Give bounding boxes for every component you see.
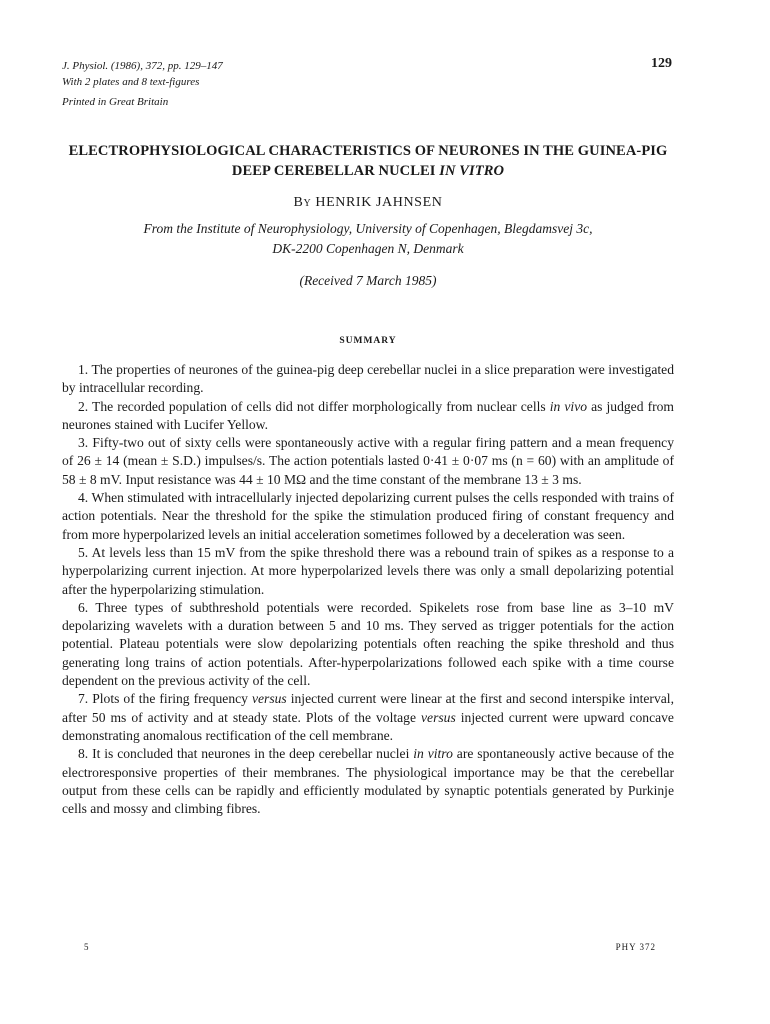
summary-emphasis: in vitro bbox=[413, 746, 453, 762]
journal-citation: J. Physiol. (1986), 372, pp. 129–147 bbox=[62, 60, 223, 72]
signature-mark: 5 bbox=[84, 942, 89, 952]
summary-text: 8. It is concluded that neurones in the deep cerebellar nuclei bbox=[78, 746, 410, 762]
summary-heading: SUMMARY bbox=[339, 336, 397, 346]
affiliation-line-1: From the Institute of Neurophysiology, University of Copenhagen, Blegdamsvej 3c, bbox=[143, 221, 593, 236]
summary-paragraph: 5. At levels less than 15 mV from the spike threshold there was a rebound train of spikes as a response to a hyperpolarizing current injection. At more hyperpolarized levels there was only a small depolarizing potential after the hyperpolarizing stimulation. bbox=[62, 544, 674, 597]
summary-text: 2. The recorded population of cells did not differ morphologically from nuclear cells bbox=[78, 398, 546, 414]
summary-text: are spontaneously active because of the electroresponsive properties of their membranes. The physiological importance may be that the cerebellar output from these cells can be rapidly and efficiently modulated by synaptic potentials generated by Purkinje cells and mossy and climbing fibres. bbox=[62, 746, 674, 817]
summary-paragraph bbox=[62, 690, 674, 745]
summary-paragraph: 1. The properties of neurones of the guinea-pig deep cerebellar nuclei in a slice preparation were investigated by intracellular recording. bbox=[62, 362, 674, 396]
journal-code: PHY 372 bbox=[615, 942, 656, 952]
author-name: HENRIK JAHNSEN bbox=[315, 195, 443, 210]
author-prefix: By bbox=[293, 195, 312, 210]
summary-paragraph: 3. Fifty-two out of sixty cells were spontaneously active with a regular firing pattern and a mean frequency of 26 ± 14 (mean ± S.D.) impulses/s. The action potentials lasted 0·41 ± 0·07 ms (n = 60) with an amplitude of 58 ± 8 mV. Input resistance was 44 ± 10 MΩ and the time constant of the membrane 13 ± 3 ms. bbox=[62, 435, 674, 487]
summary-text: injected current were upward concave demonstrating anomalous rectification of the cell membrane. bbox=[62, 709, 674, 743]
summary-emphasis: in vivo bbox=[549, 398, 588, 414]
summary-paragraph bbox=[62, 398, 674, 435]
summary-emphasis: versus bbox=[421, 709, 456, 725]
summary-emphasis: versus bbox=[251, 691, 287, 707]
affiliation-line-2: DK-2200 Copenhagen N, Denmark bbox=[272, 241, 464, 256]
journal-header bbox=[62, 58, 674, 110]
printed-in-note: Printed in Great Britain bbox=[62, 96, 169, 108]
plates-note: With 2 plates and 8 text-figures bbox=[62, 76, 200, 88]
received-date: (Received 7 March 1985) bbox=[299, 273, 437, 288]
article-title bbox=[62, 141, 674, 181]
summary-text: injected current were linear at the first and second interspike interval, after 50 ms of activity and at steady state. Plots of the voltage bbox=[62, 691, 674, 725]
summary-text: as judged from neurones stained with Lucifer Yellow. bbox=[62, 398, 674, 432]
summary-paragraph: 6. Three types of subthreshold potentials were recorded. Spikelets rose from base line as 3–10 mV depolarizing wavelets with a duration between 5 and 10 ms. They served as trigger potentials for the action potential. Plateau potentials were slow depolarizing potentials often reaching the spike threshold and thus generating long trains of action potentials. After-hyperpolarizations followed each spike with a time course dependent on the previous activity of the cell. bbox=[62, 599, 674, 689]
page-number: 129 bbox=[651, 56, 672, 71]
affiliation bbox=[62, 219, 674, 259]
summary-paragraph bbox=[62, 745, 674, 818]
summary-paragraph: 4. When stimulated with intracellularly injected depolarizing current pulses the cells responded with trains of action potentials. Near the threshold for the spike the stimulation produced firing of constant frequency and from more hyperpolarized levels an initial acceleration sometimes followed by a deceleration was seen. bbox=[62, 490, 674, 542]
summary-body bbox=[62, 361, 674, 818]
article-title-italic: IN VITRO bbox=[439, 163, 505, 179]
summary-text: 7. Plots of the firing frequency bbox=[78, 691, 248, 707]
author-line bbox=[62, 195, 674, 211]
article-title-main: ELECTROPHYSIOLOGICAL CHARACTERISTICS OF NEURONES IN THE GUINEA-PIG DEEP CEREBELLAR NUCLEI bbox=[68, 143, 668, 179]
